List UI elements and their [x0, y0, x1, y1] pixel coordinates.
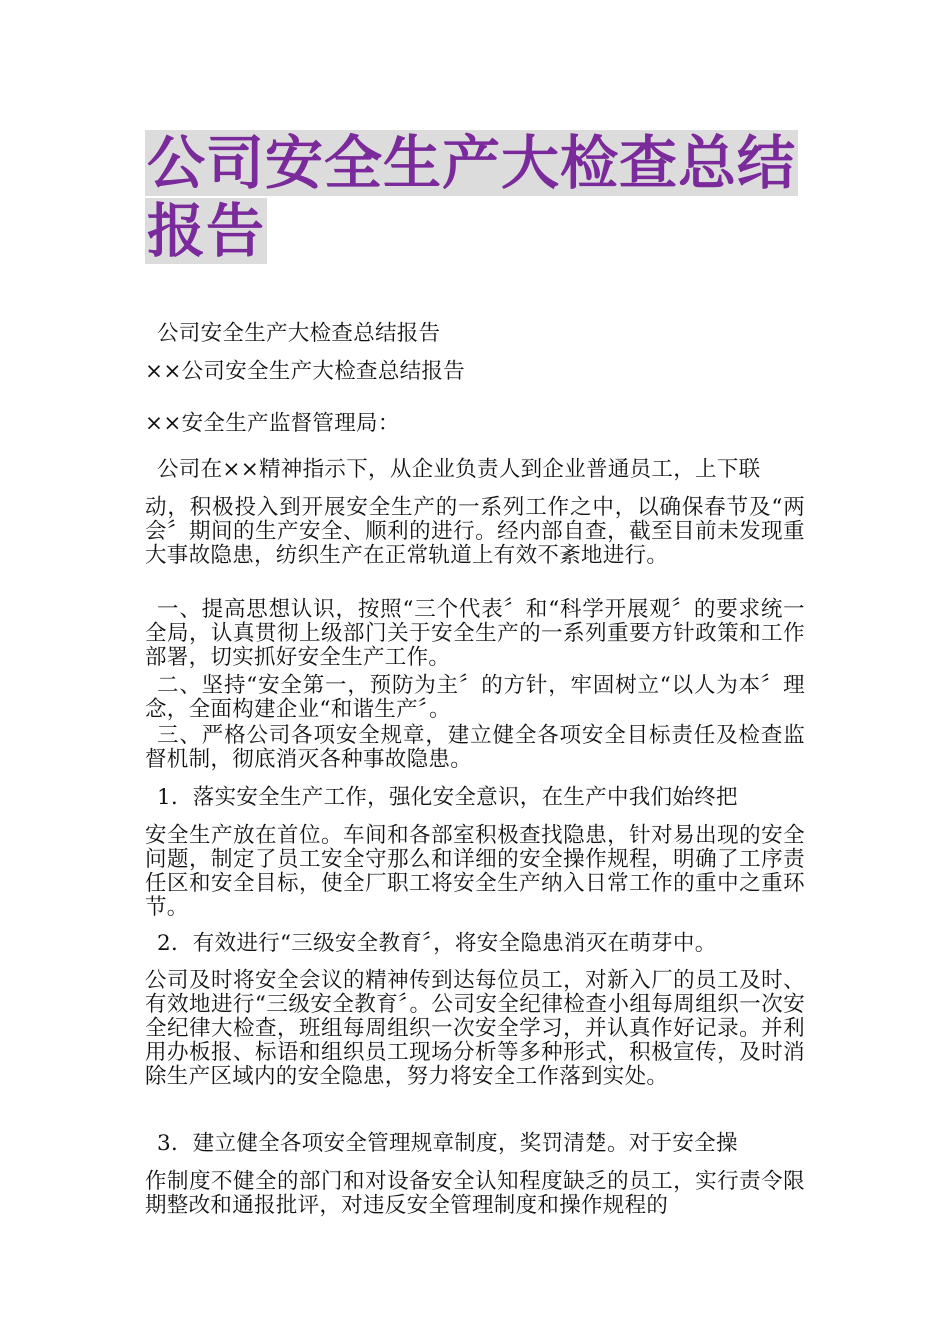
paragraph-item-2-body: 公司及时将安全会议的精神传到达每位员工，对新入厂的员工及时、有效地进行“三级安全教育〞。公司安全纪律检查小组每周组织一次安全纪律大检查，班组每周组织一次安全学习，并认真作好记录。并利用办板报、标语和组织员工现场分析等多种形式，积极宣传，及时消除生产区域内的安全隐患，努力将安全工作落到实处。: [145, 968, 805, 1089]
paragraph-section-1: 一、提高思想认识，按照“三个代表〞和“科学开展观〞的要求统一全局，认真贯彻上级部门关于安全生产的一系列重要方针政策和工作部署，切实抓好安全生产工作。: [145, 597, 805, 670]
paragraph-addressee: ××安全生产监督管理局：: [145, 411, 400, 436]
paragraph-item-1-body: 安全生产放在首位。车间和各部室积极查找隐患，针对易出现的安全问题，制定了员工安全守那么和详细的安全操作规程，明确了工序责任区和安全目标，使全厂职工将安全生产纳入日常工作的重中之重环节。: [145, 823, 805, 920]
document-title: [145, 130, 810, 264]
paragraph-item-3-heading: 3．建立健全各项安全管理规章制度，奖罚清楚。对于安全操: [157, 1131, 738, 1156]
title-line-1: 公司安全生产大检查总结: [147, 129, 797, 197]
paragraph-intro-first-line: 公司在××精神指示下，从企业负责人到企业普通员工，上下联: [157, 457, 761, 482]
paragraph-item-1-heading: 1．落实安全生产工作，强化安全意识，在生产中我们始终把: [157, 785, 738, 810]
paragraph-subtitle: 公司安全生产大检查总结报告: [157, 321, 441, 346]
paragraph-item-2-heading: 2．有效进行“三级安全教育〞，将安全隐患消灭在萌芽中。: [157, 931, 717, 956]
title-line-2: 报告: [147, 197, 266, 265]
paragraph-intro: 动，积极投入到开展安全生产的一系列工作之中，以确保春节及“两会〞期间的生产安全、顺利的进行。经内部自查，截至目前未发现重大事故隐患，纺织生产在正常轨道上有效不紊地进行。: [145, 495, 805, 568]
paragraph-item-3-body: 作制度不健全的部门和对设备安全认知程度缺乏的员工，实行责令限期整改和通报批评，对违反安全管理制度和操作规程的: [145, 1169, 805, 1218]
paragraph-section-3: 三、严格公司各项安全规章，建立健全各项安全目标责任及检查监督机制，彻底消灭各种事故隐患。: [145, 723, 805, 772]
paragraph-section-2: 二、坚持“安全第一，预防为主〞的方针，牢固树立“以人为本〞理念，全面构建企业“和谐生产〞。: [145, 673, 805, 722]
paragraph-report-title: ××公司安全生产大检查总结报告: [145, 359, 466, 384]
